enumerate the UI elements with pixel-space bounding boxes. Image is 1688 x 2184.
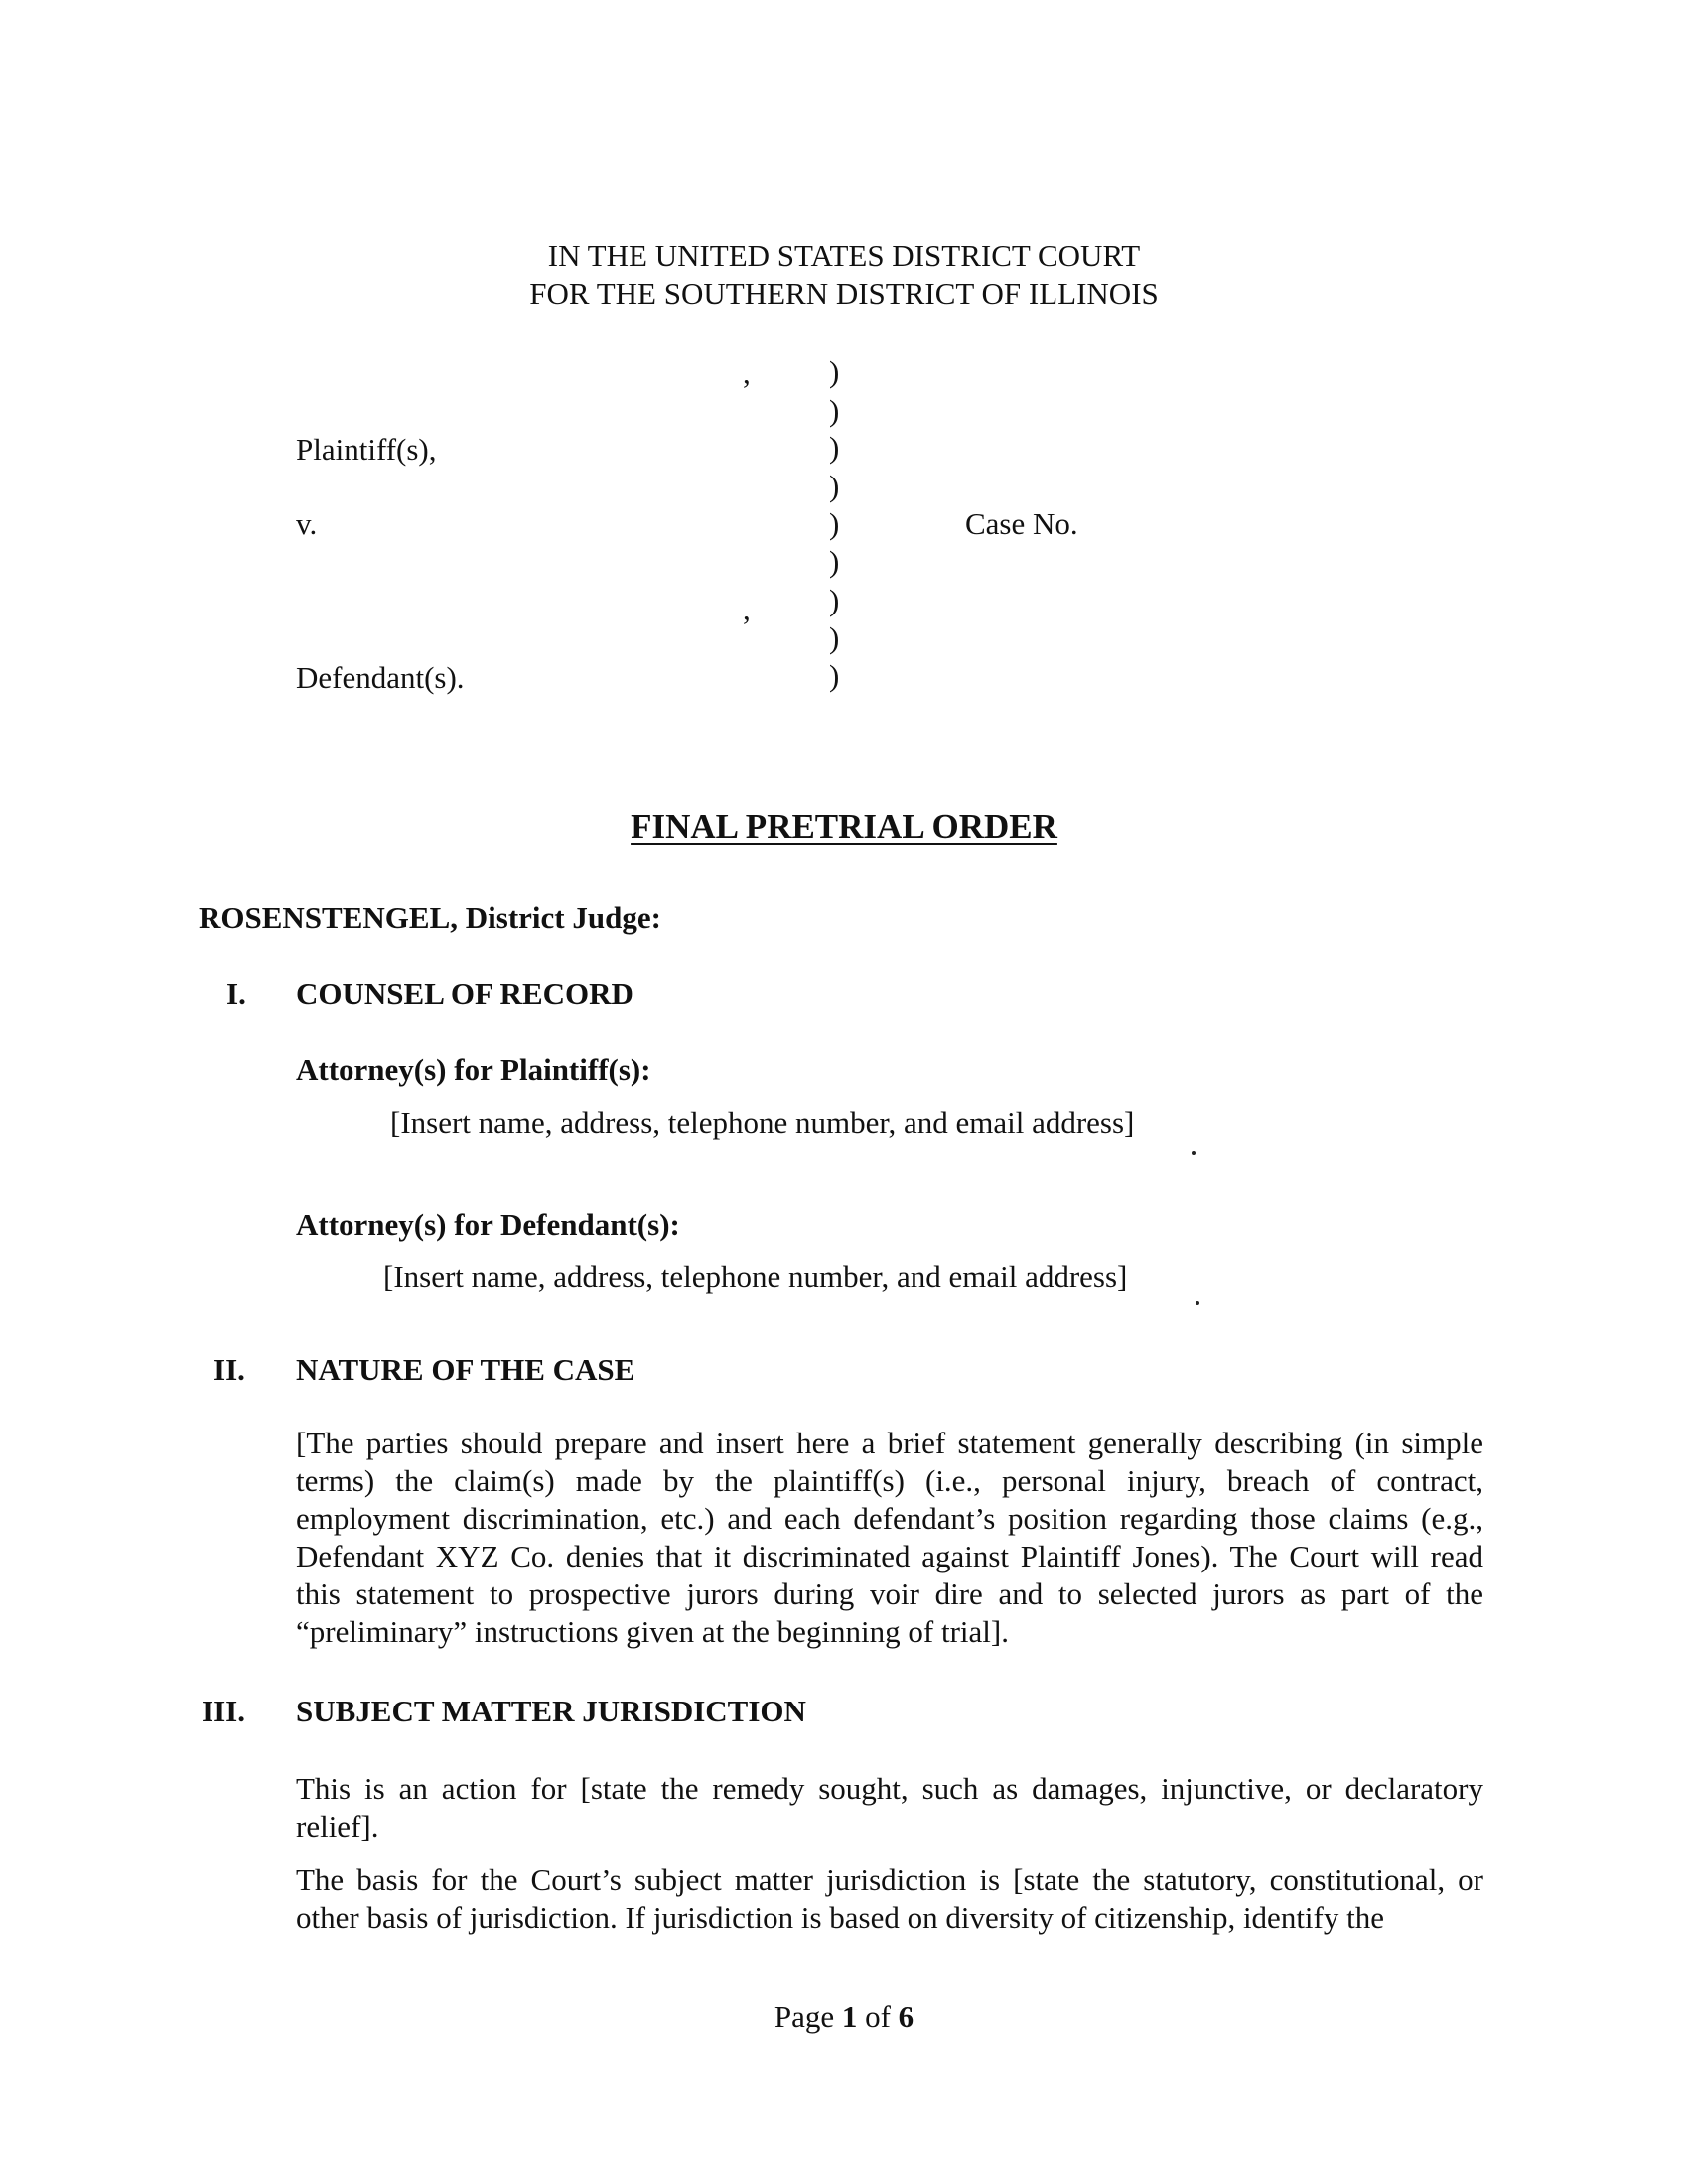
caption-paren: ) xyxy=(829,506,840,541)
jurisdiction-remedy-paragraph: This is an action for [state the remedy sought, such as damages, injunctive, or declaratory relief]. xyxy=(296,1771,1483,1843)
field-marker-dot xyxy=(1192,1151,1196,1155)
section-heading: COUNSEL OF RECORD xyxy=(296,976,633,1011)
section-numeral: III. xyxy=(202,1694,245,1728)
defendant-attorney-label: Attorney(s) for Defendant(s): xyxy=(296,1207,680,1242)
caption-paren: ) xyxy=(829,583,840,617)
caption-paren: ) xyxy=(829,430,840,465)
of-word: of xyxy=(865,1999,891,2034)
judge-line: ROSENSTENGEL, District Judge: xyxy=(199,900,661,935)
plaintiff-attorney-label: Attorney(s) for Plaintiff(s): xyxy=(296,1052,651,1087)
plaintiff-label: Plaintiff(s), xyxy=(296,432,437,467)
page-word: Page xyxy=(774,1999,835,2034)
caption-paren: ) xyxy=(829,354,840,389)
field-marker-dot xyxy=(1196,1301,1199,1305)
page-total: 6 xyxy=(898,1999,914,2034)
document-title: FINAL PRETRIAL ORDER xyxy=(631,807,1057,846)
case-number-label: Case No. xyxy=(965,506,1078,541)
defendant-attorney-placeholder: [Insert name, address, telephone number, and email address] xyxy=(383,1259,1128,1294)
court-name-line1: IN THE UNITED STATES DISTRICT COURT xyxy=(547,238,1141,273)
defendant-label: Defendant(s). xyxy=(296,660,465,695)
versus-label: v. xyxy=(296,506,318,541)
court-name-line2: FOR THE SOUTHERN DISTRICT OF ILLINOIS xyxy=(529,276,1159,311)
page-number: 1 xyxy=(841,1999,858,2034)
section-heading: NATURE OF THE CASE xyxy=(296,1352,635,1387)
defendant-name-comma: , xyxy=(743,592,751,626)
caption-paren: ) xyxy=(829,544,840,579)
plaintiff-name-comma: , xyxy=(743,355,751,390)
section-numeral: II. xyxy=(213,1352,245,1387)
caption-paren: ) xyxy=(829,658,840,693)
section-heading: SUBJECT MATTER JURISDICTION xyxy=(296,1694,806,1728)
section-numeral: I. xyxy=(226,976,246,1011)
plaintiff-attorney-placeholder: [Insert name, address, telephone number, and email address] xyxy=(390,1105,1135,1140)
nature-of-case-body: [The parties should prepare and insert here a brief statement generally describing (in simple terms) the claim(s) made by the plaintiff(s) (i.e., personal injury, breach of contract, employment discrimination, etc.) and each defendant’s position regarding those claims (e.g., Defendant XYZ Co. denies that it discriminated against Plaintiff Jones). The Court will read this statement to prospective jurors during voir dire and to selected jurors as part of the “preliminary” instructions given at the beginning of trial]. xyxy=(296,1426,1483,1649)
caption-paren: ) xyxy=(829,620,840,655)
caption-paren: ) xyxy=(829,393,840,428)
page-footer xyxy=(0,1999,1688,2035)
caption-paren: ) xyxy=(829,469,840,503)
jurisdiction-basis-paragraph: The basis for the Court’s subject matter jurisdiction is [state the statutory, constitutional, or other basis of jurisdiction. If jurisdiction is based on diversity of citizenship, identify the xyxy=(296,1862,1483,1935)
